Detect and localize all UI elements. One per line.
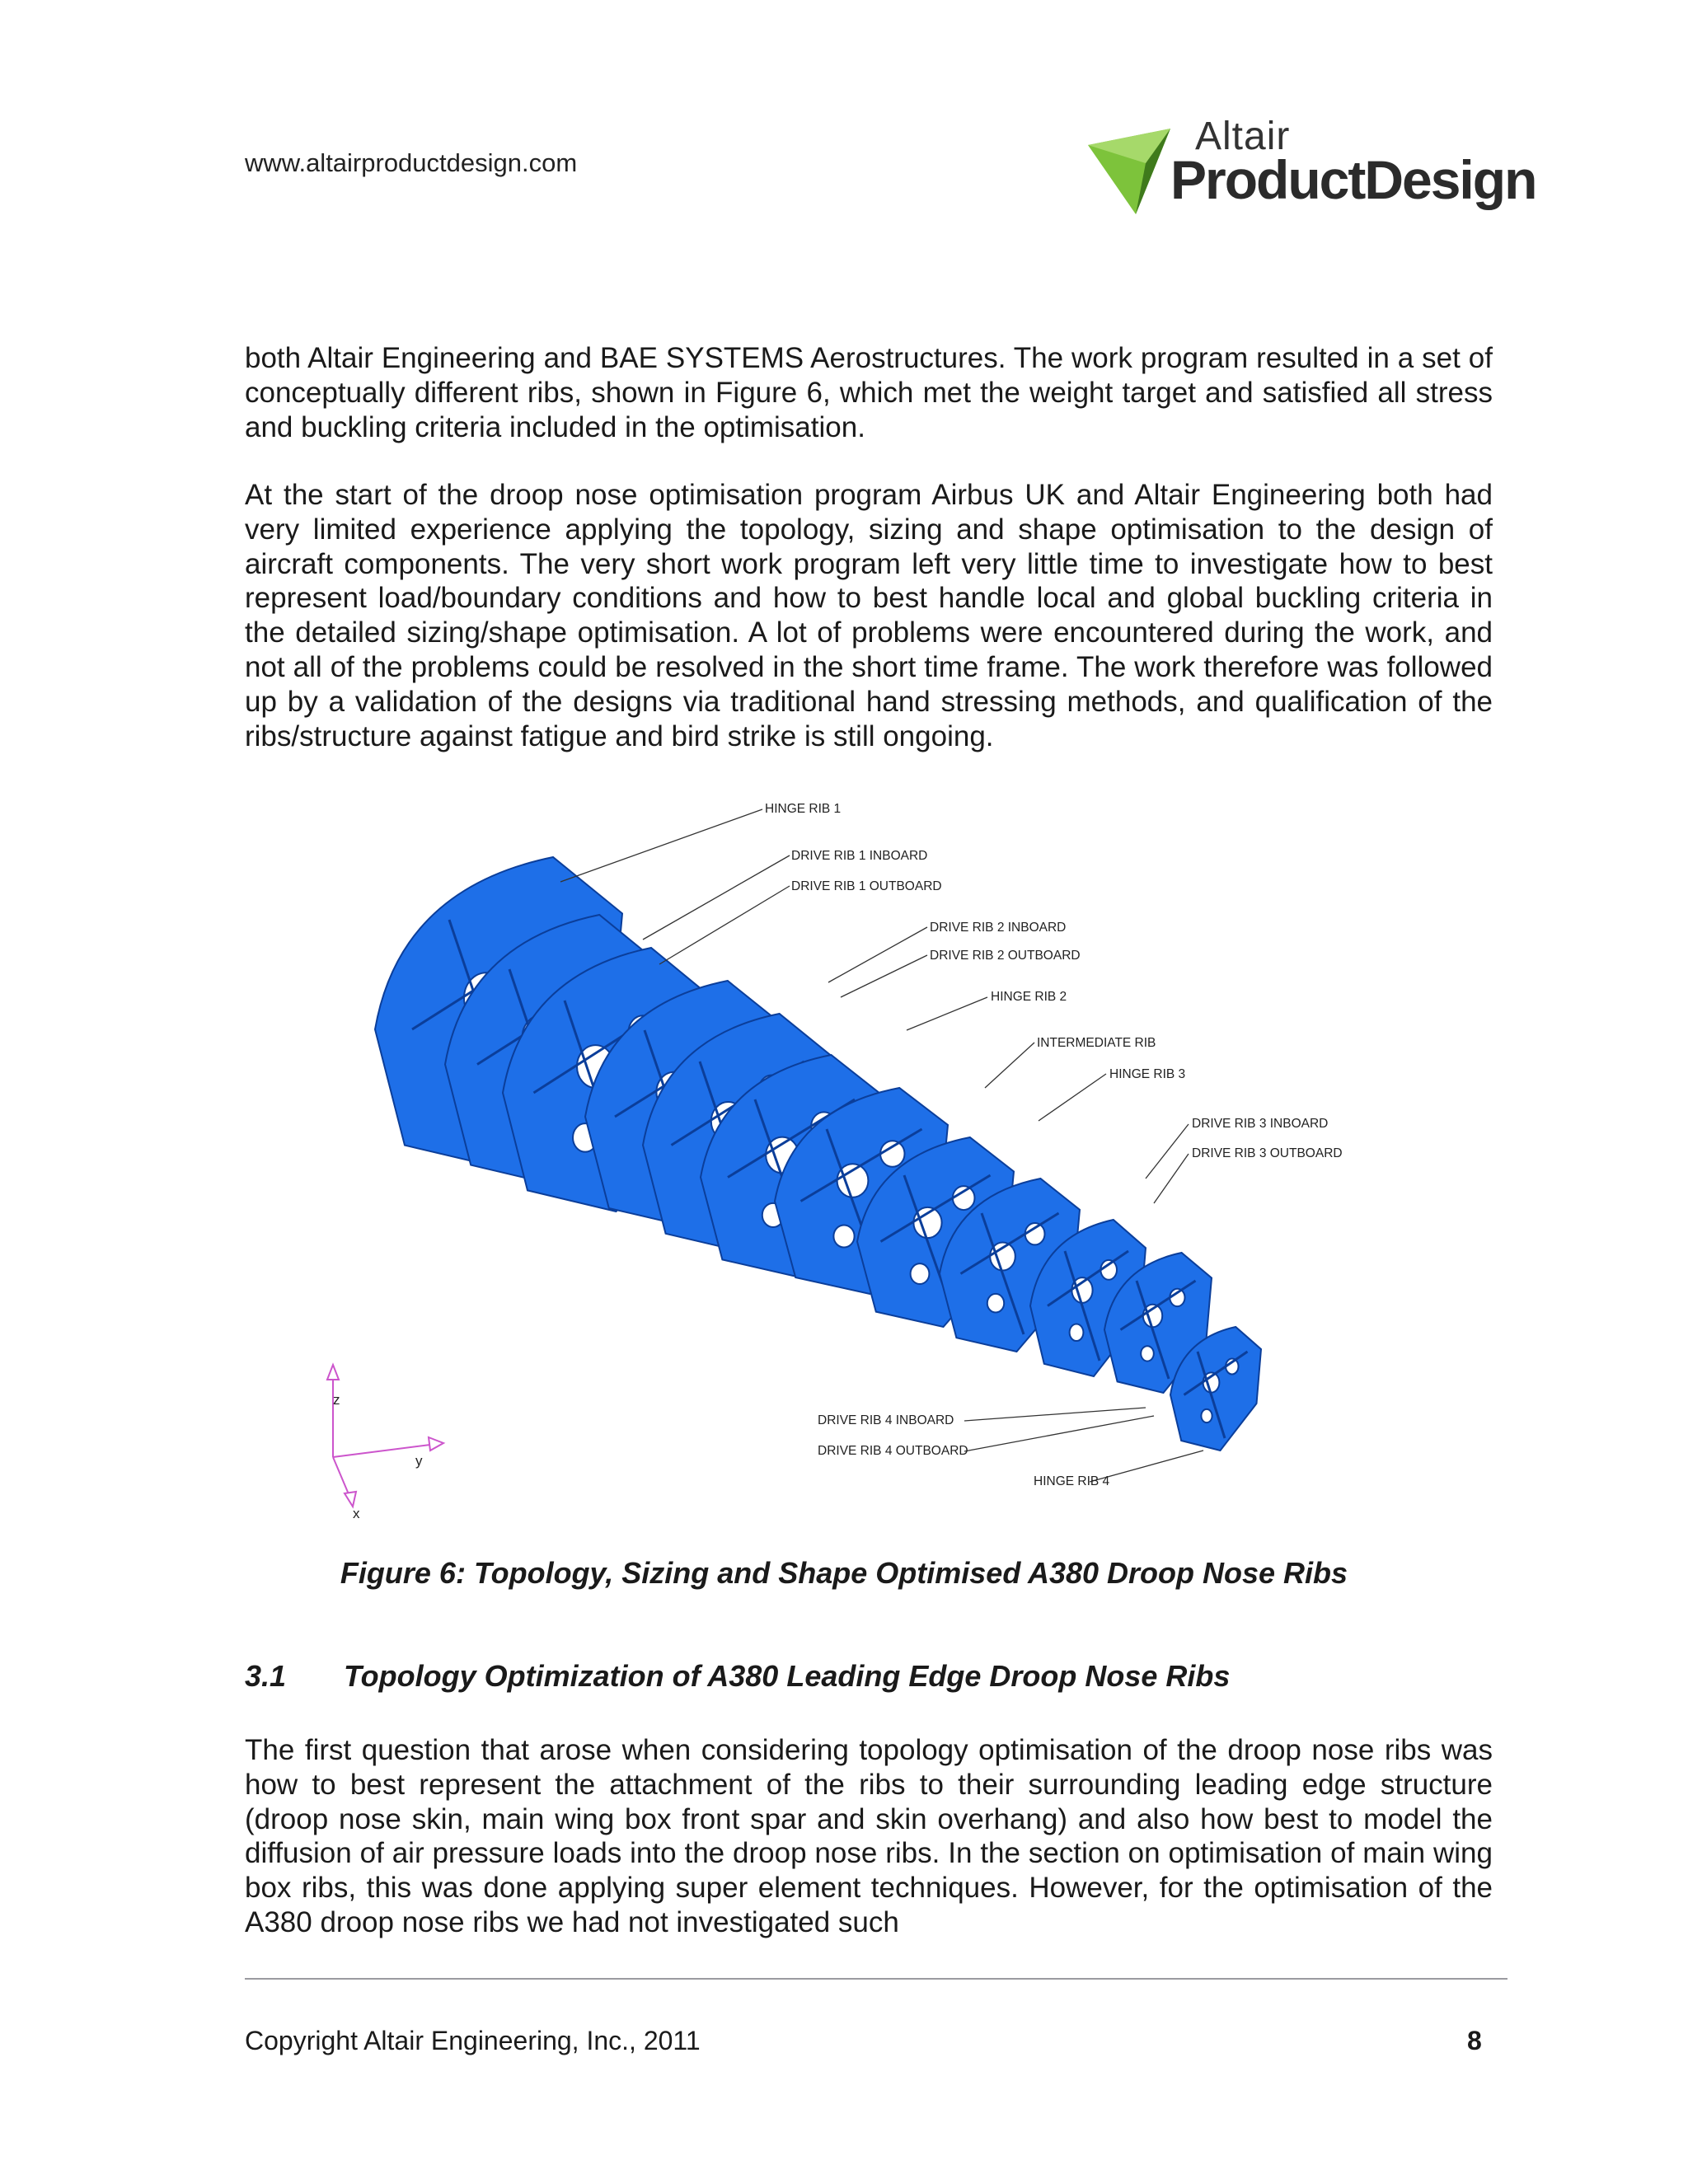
leader-line bbox=[828, 927, 927, 982]
website-url[interactable]: www.altairproductdesign.com bbox=[245, 148, 578, 177]
rib-hole bbox=[833, 1226, 854, 1248]
label-hinge-rib-2: HINGE RIB 2 bbox=[991, 990, 1067, 1004]
leader-line bbox=[560, 809, 762, 882]
rib-hole bbox=[953, 1186, 975, 1210]
label-intermediate-rib: INTERMEDIATE RIB bbox=[1037, 1036, 1156, 1050]
rib-shapes bbox=[375, 857, 1261, 1451]
leader-line bbox=[964, 1408, 1146, 1421]
axis-label-x: x bbox=[353, 1506, 360, 1521]
label-hinge-rib-1: HINGE RIB 1 bbox=[765, 802, 842, 816]
page-number: 8 bbox=[1467, 2026, 1482, 2055]
rib-hole bbox=[987, 1294, 1004, 1313]
rib-hole bbox=[1201, 1409, 1212, 1422]
label-drive-rib-4-inboard: DRIVE RIB 4 INBOARD bbox=[818, 1413, 954, 1427]
label-drive-rib-1-inboard: DRIVE RIB 1 INBOARD bbox=[791, 849, 928, 863]
label-drive-rib-3-outboard: DRIVE RIB 3 OUTBOARD bbox=[1192, 1146, 1343, 1160]
coordinate-axes bbox=[327, 1365, 443, 1507]
section-heading bbox=[245, 1659, 1230, 1694]
leader-line bbox=[907, 997, 987, 1030]
axis-label-y: y bbox=[415, 1453, 423, 1469]
footer-divider bbox=[245, 1978, 1507, 1980]
label-hinge-rib-4: HINGE RIB 4 bbox=[1034, 1474, 1110, 1488]
logo-text-altair: Altair bbox=[1195, 115, 1291, 158]
altair-logo bbox=[1088, 114, 1536, 223]
rib-hole bbox=[1025, 1223, 1045, 1244]
figure-caption: Figure 6: Topology, Sizing and Shape Optimised A380 Droop Nose Ribs bbox=[340, 1556, 1348, 1590]
leader-line bbox=[985, 1043, 1034, 1088]
paragraph-1: both Altair Engineering and BAE SYSTEMS Aerostructures. The work program resulted in a set of conceptually different ribs, shown in Figure 6, which met the weight target and satisfied all stress and buckling criteria included in the optimisation. bbox=[245, 342, 1493, 443]
rib-assembly-diagram bbox=[313, 791, 1409, 1533]
footer-copyright: Copyright Altair Engineering, Inc., 2011 bbox=[245, 2026, 701, 2055]
leader-line bbox=[964, 1416, 1154, 1451]
leader-line bbox=[643, 855, 790, 940]
label-hinge-rib-3: HINGE RIB 3 bbox=[1109, 1067, 1186, 1081]
paragraph-2: At the start of the droop nose optimisation program Airbus UK and Altair Engineering both had very limited experience applying the topology, sizing and shape optimisation to the design of aircraft components. The very short work program left very little time to investigate how to best represent load/boundary conditions and how to best handle local and global buckling criteria in the detailed sizing/shape optimisation. A lot of problems were encountered during the work, and not all of the problems could be resolved in the short time frame. The work therefore was followed up by a validation of the designs via traditional hand stressing methods, and qualification of the ribs/structure against fatigue and bird strike is still ongoing. bbox=[245, 479, 1493, 752]
leader-line bbox=[659, 886, 790, 964]
rib-hole bbox=[1070, 1324, 1084, 1342]
paragraph-3: The first question that arose when considering topology optimisation of the droop nose ribs was how to best represent the attachment of the ribs to their surrounding leading edge structure (droop nose skin, main wing box front spar and skin overhang) and also how best to model the diffusion of air pressure loads into the droop nose ribs. In the section on optimisation of main wing box ribs, this was done applying super element techniques. However, for the optimisation of the A380 droop nose ribs we had not investigated such bbox=[245, 1734, 1493, 1938]
label-drive-rib-3-inboard: DRIVE RIB 3 INBOARD bbox=[1192, 1117, 1329, 1131]
section-title: Topology Optimization of A380 Leading Edge Droop Nose Ribs bbox=[344, 1659, 1231, 1693]
label-drive-rib-2-outboard: DRIVE RIB 2 OUTBOARD bbox=[930, 949, 1081, 963]
figure-6 bbox=[313, 791, 1409, 1533]
label-drive-rib-1-outboard: DRIVE RIB 1 OUTBOARD bbox=[791, 879, 942, 893]
logo-text-productdesign: ProductDesign bbox=[1170, 149, 1536, 210]
section-number: 3.1 bbox=[245, 1659, 287, 1693]
leader-line bbox=[1146, 1124, 1189, 1179]
rib-hole bbox=[911, 1263, 930, 1284]
axis-label-z: z bbox=[333, 1392, 340, 1408]
label-drive-rib-4-outboard: DRIVE RIB 4 OUTBOARD bbox=[818, 1444, 968, 1458]
leader-line bbox=[841, 955, 927, 997]
rib-hole bbox=[1141, 1346, 1154, 1361]
leader-line bbox=[1039, 1074, 1106, 1121]
rib-hole bbox=[880, 1141, 904, 1167]
label-drive-rib-2-inboard: DRIVE RIB 2 INBOARD bbox=[930, 921, 1067, 935]
